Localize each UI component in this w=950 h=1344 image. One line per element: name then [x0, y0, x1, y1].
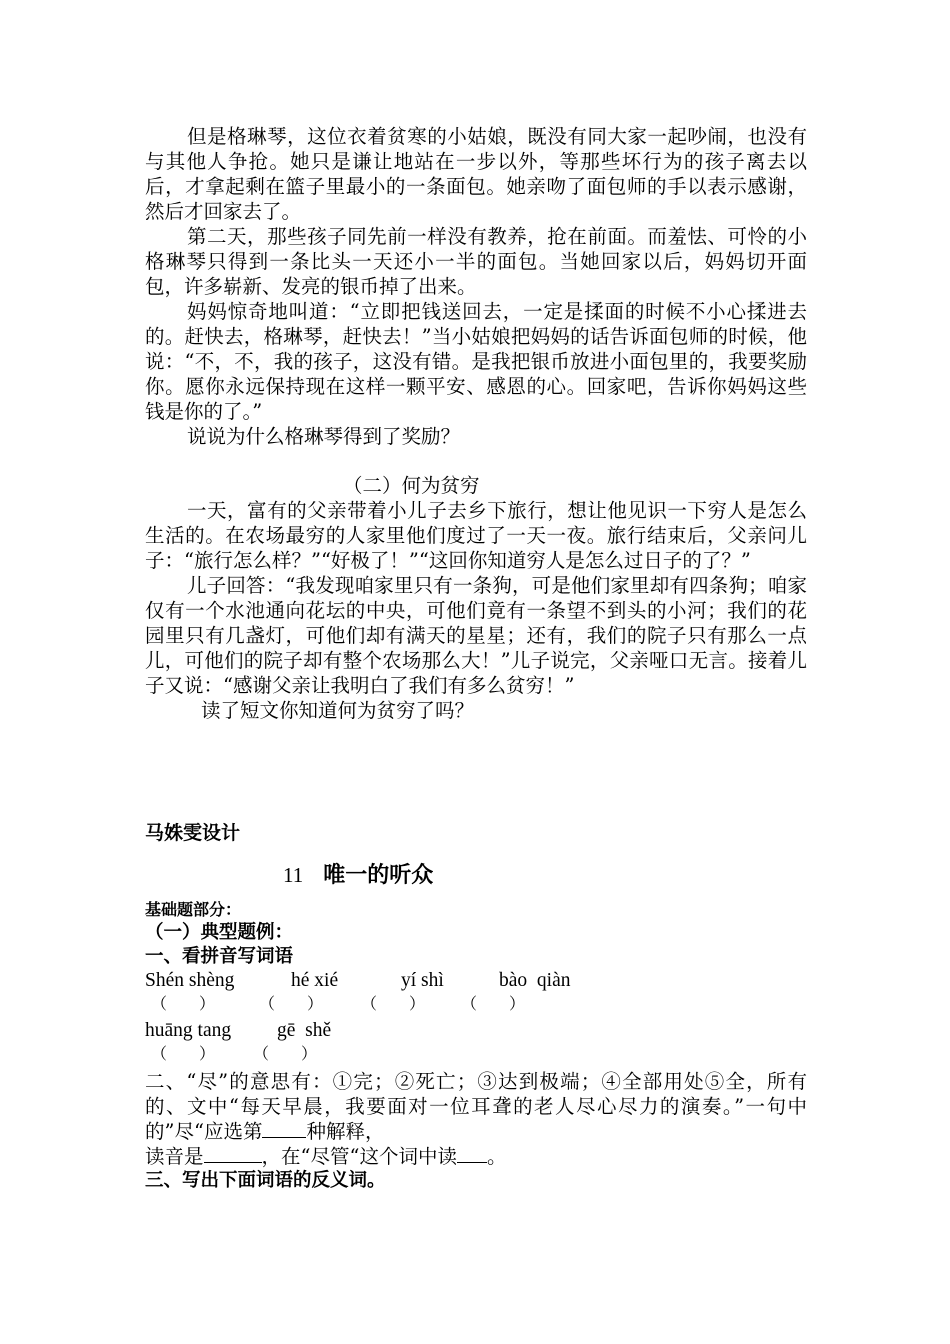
answer-blank[interactable]: （ ） [361, 996, 426, 1013]
lesson-title [145, 860, 807, 891]
pinyin-item: bào qiàn [499, 970, 571, 991]
q2-text [145, 1069, 807, 1144]
story2-paragraph-1: 一天，富有的父亲带着小儿子去乡下旅行，想让他见识一下穷人是怎么生活的。在农场最穷的人家里他们度过了一天一夜。旅行结束后，父亲问儿子：“旅行怎么样？”“好极了！”“这回你知道穷人是怎么过日子的了？” [145, 499, 807, 572]
story1-paragraph-2: 第二天，那些孩子同先前一样没有教养，抢在前面。而羞怯、可怜的小格琳琴只得到一条比头一天还小一半的面包。当她回家以后，妈妈切开面包，许多崭新、发亮的银币掉了出来。 [145, 225, 807, 298]
answer-blank[interactable]: （ ） [461, 996, 526, 1013]
subsection-label: （一）典型题例： [145, 922, 294, 943]
answer-blank[interactable]: （ ） [151, 996, 216, 1013]
q3-heading: 三、写出下面词语的反义词。 [145, 1170, 386, 1191]
pinyin-row-2 [145, 1019, 807, 1043]
pinyin-item: hé xié [291, 970, 339, 991]
q2-line2-mid: ，在“尽管“这个词中读 [261, 1145, 457, 1168]
q2-line2-start: 读音是 [145, 1145, 204, 1168]
q2-blank-pronunciation-2[interactable] [457, 1144, 487, 1163]
pinyin-item: yí shì [401, 970, 444, 991]
pinyin-item: Shén shèng [145, 970, 235, 991]
answer-blank[interactable]: （ ） [253, 1046, 318, 1063]
lesson-number: 11 [283, 863, 304, 887]
story2-title: （二）何为贫穷 [343, 474, 480, 497]
q1-heading: 一、看拼音写词语 [145, 946, 294, 967]
designer-credit: 马姝雯设计 [145, 822, 241, 844]
pinyin-item: huāng tang [145, 1020, 232, 1041]
answer-blanks-row-2 [145, 1043, 807, 1069]
q2-line2-end: 。 [486, 1145, 507, 1168]
story1-paragraph-1: 但是格琳琴，这位衣着贫寒的小姑娘，既没有同大家一起吵闹，也没有与其他人争抢。她只是谦让地站在一步以外，等那些坏行为的孩子离去以后，才拿起剩在篮子里最小的一条面包。她亲吻了面包师的手以表示感谢，然后才回家去了。 [145, 125, 807, 223]
story2-question: 读了短文你知道何为贫穷了吗？ [201, 699, 475, 722]
answer-blank[interactable]: （ ） [151, 1046, 216, 1063]
section-label: 基础题部分： [145, 900, 242, 919]
story1-paragraph-3: 妈妈惊奇地叫道：“立即把钱送回去，一定是揉面的时候不小心揉进去的。赶快去，格琳琴，赶快去！”当小姑娘把妈妈的话告诉面包师的时候，他说：“不，不，我的孩子，这没有错。是我把银币放进小面包里的，我要奖励你。愿你永远保持现在这样一颗平安、感恩的心。回家吧，告诉你妈妈这些钱是你的了。” [145, 300, 807, 423]
q2-line2 [145, 1144, 807, 1169]
q2-line1: 二、“尽”的意思有：①完；②死亡；③达到极端；④全部用处⑤全，所有的、文中“每天早晨，我要面对一位耳聋的老人尽心尽力的演奏。”一句中的”尽“应选第 [145, 1070, 807, 1143]
q2-blank-pronunciation-1[interactable] [204, 1144, 262, 1163]
answer-blanks-row-1 [145, 993, 807, 1019]
document-page [145, 124, 807, 1193]
story1-question: 说说为什么格琳琴得到了奖励？ [187, 425, 461, 448]
pinyin-row-1 [145, 969, 807, 993]
q2-line1-end: 种解释， [306, 1120, 385, 1143]
answer-blank[interactable]: （ ） [259, 996, 324, 1013]
pinyin-item: gē shě [277, 1020, 332, 1041]
story2-paragraph-2: 儿子回答：“我发现咱家里只有一条狗，可是他们家里却有四条狗；咱家仅有一个水池通向花坛的中央，可他们竟有一条望不到头的小河；我们的花园里只有几盏灯，可他们却有满天的星星；还有，我们的院子只有那么一点儿，可他们的院子却有整个农场那么大！”儿子说完，父亲哑口无言。接着儿子又说：“感谢父亲让我明白了我们有多么贫穷！” [145, 574, 807, 697]
q2-blank-choice[interactable] [262, 1119, 306, 1138]
lesson-name: 唯一的听众 [323, 863, 434, 888]
